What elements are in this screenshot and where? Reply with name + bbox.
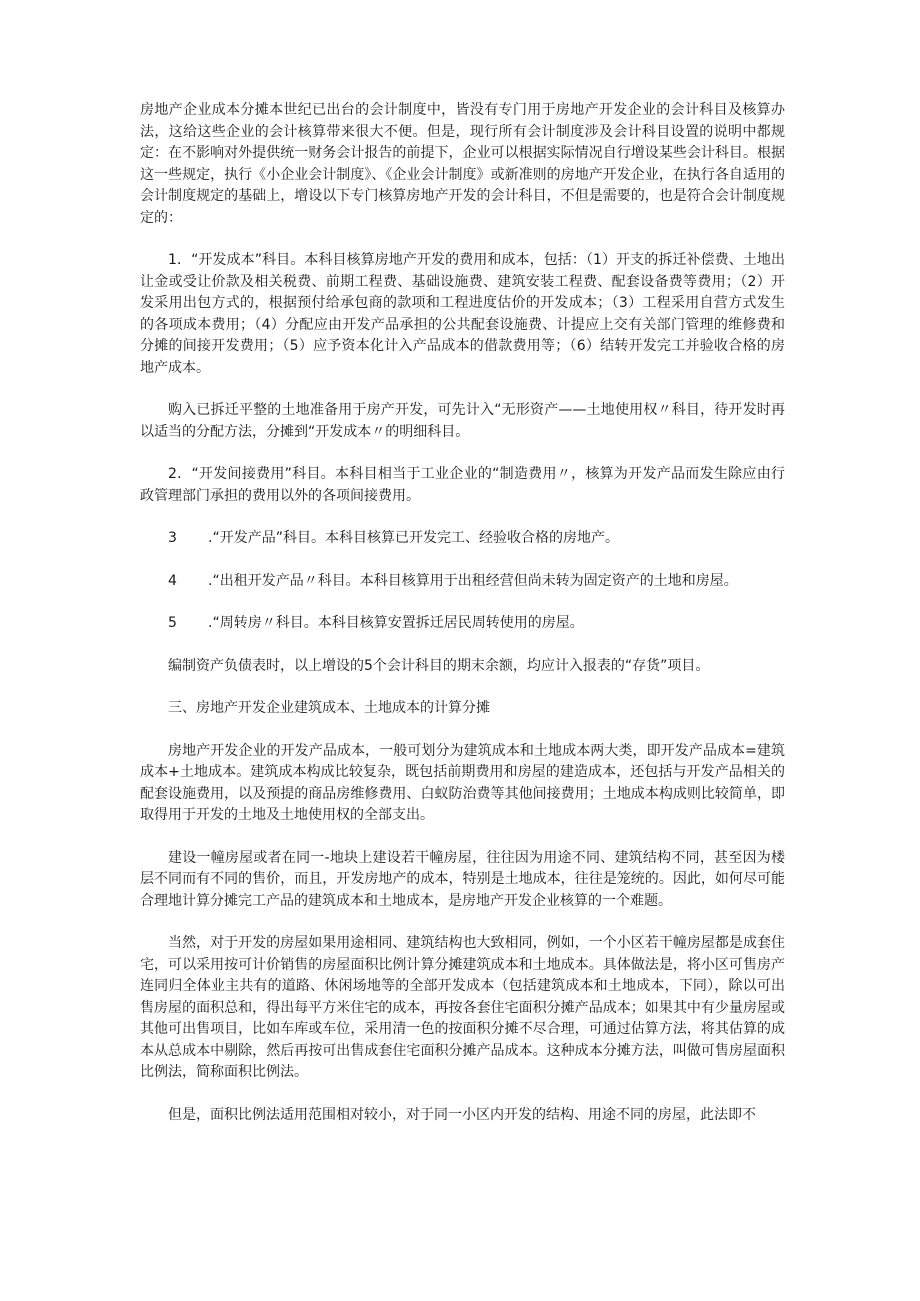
product-cost-paragraph: 房地产开发企业的开发产品成本，一般可划分为建筑成本和土地成本两大类，即开发产品成本=建筑成本+土地成本。建筑成本构成比较复杂，既包括前期费用和房屋的建造成本，还包括与开发产品相关的配套设施费用，以及预提的商品房维修费用、白蚁防治费等其他间接费用；土地成本构成则比较简单，即取得用于开发的土地及土地使用权的全部支出。 xyxy=(140,742,785,823)
intro-paragraph: 房地产企业成本分摊本世纪已出台的会计制度中，皆没有专门用于房地产开发企业的会计科目及核算办法，这给这些企业的会计核算带来很大不便。但是，现行所有会计制度涉及会计科目设置的说明中都规定：在不影响对外提供统一财务会计报告的前提下，企业可以根据实际情况自行增设某些会计科目。根据这一些规定，执行《小企业会计制度》、《企业会计制度》或新准则的房地产开发企业，在执行各自适用的会计制度规定的基础上，增设以下专门核算房地产开发的会计科目，不但是需要的，也是符合会计制度规定的： xyxy=(140,102,785,226)
item-4-number: 4 xyxy=(168,572,177,589)
item-4-rental-product xyxy=(140,571,785,593)
area-ratio-paragraph: 当然，对于开发的房屋如果用途相同、建筑结构也大致相同，例如，一个小区若干幢房屋都是成套住宅，可以采用按可计价销售的房屋面积比例计算分摊建筑成本和土地成本。具体做法是，将小区可售房产连同归全体业主共有的道路、休闲场地等的全部开发成本（包括建筑成本和土地成本，下同），除以可出售房屋的面积总和，得出每平方米住宅的成本，再按各套住宅面积分摊产品成本；如果其中有少量房屋或其他可出售项目，比如车库或车位，采用清一色的按面积分摊不尽合理，可通过估算方法，将其估算的成本从总成本中剔除，然后再按可出售成套住宅面积分摊产品成本。这种成本分摊方法，叫做可售房屋面积比例法，简称面积比例法。 xyxy=(140,935,785,1080)
item-5-text: .“周转房〃科目。本科目核算安置拆迁居民周转使用的房屋。 xyxy=(208,615,584,631)
document-body xyxy=(140,100,785,1126)
item-5-turnover-housing xyxy=(140,613,785,635)
item-2-indirect-cost: 2．“开发间接费用”科目。本科目相当于工业企业的“制造费用〃，核算为开发产品而发生除应由行政管理部门承担的费用以外的各项间接费用。 xyxy=(140,466,785,504)
item-1-development-cost: 1．“开发成本”科目。本科目核算房地产开发的费用和成本，包括：（1）开支的拆迁补偿费、土地出让金或受让价款及相关税费、前期工程费、基础设施费、建筑安装工程费、配套设备费等费用；（2）开发采用出包方式的，根据预付给承包商的款项和工程进度估价的开发成本；（3）工程采用自营方式发生的各项成本费用；（4）分配应由开发产品承担的公共配套设施费、计提应上交有关部门管理的维修费和分摊的间接开发费用；（5）应予资本化计入产品成本的借款费用等；（6）结转开发完工并验收合格的房地产成本。 xyxy=(140,252,785,376)
item-5-number: 5 xyxy=(168,615,177,631)
land-purchase-paragraph: 购入已拆迁平整的土地准备用于房产开发，可先计入“无形资产——土地使用权〃科目，待开发时再以适当的分配方法，分摊到“开发成本〃的明细科目。 xyxy=(140,402,785,440)
balance-sheet-paragraph: 编制资产负债表时，以上增设的5个会计科目的期末余额，均应计入报表的“存货”项目。 xyxy=(168,657,710,674)
item-3-text: .“开发产品”科目。本科目核算已开发完工、经验收合格的房地产。 xyxy=(208,530,619,546)
item-3-number: 3 xyxy=(168,530,177,546)
section-3-heading: 三、房地产开发企业建筑成本、土地成本的计算分摊 xyxy=(168,700,490,716)
item-4-text: .“出租开发产品〃科目。本科目核算用于出租经营但尚未转为固定资产的土地和房屋。 xyxy=(208,572,738,589)
item-3-development-product xyxy=(140,528,785,550)
last-paragraph: 但是，面积比例法适用范围相对较小，对于同一小区内开发的结构、用途不同的房屋，此法即不 xyxy=(168,1106,756,1123)
building-cost-paragraph: 建设一幢房屋或者在同一-地块上建设若干幢房屋，往往因为用途不同、建筑结构不同，甚至因为楼层不同而有不同的售价，而且，开发房地产的成本，特别是土地成本，往往是笼统的。因此，如何尽可能合理地计算分摊完工产品的建筑成本和土地成本，是房地产开发企业核算的一个难题。 xyxy=(140,849,785,909)
